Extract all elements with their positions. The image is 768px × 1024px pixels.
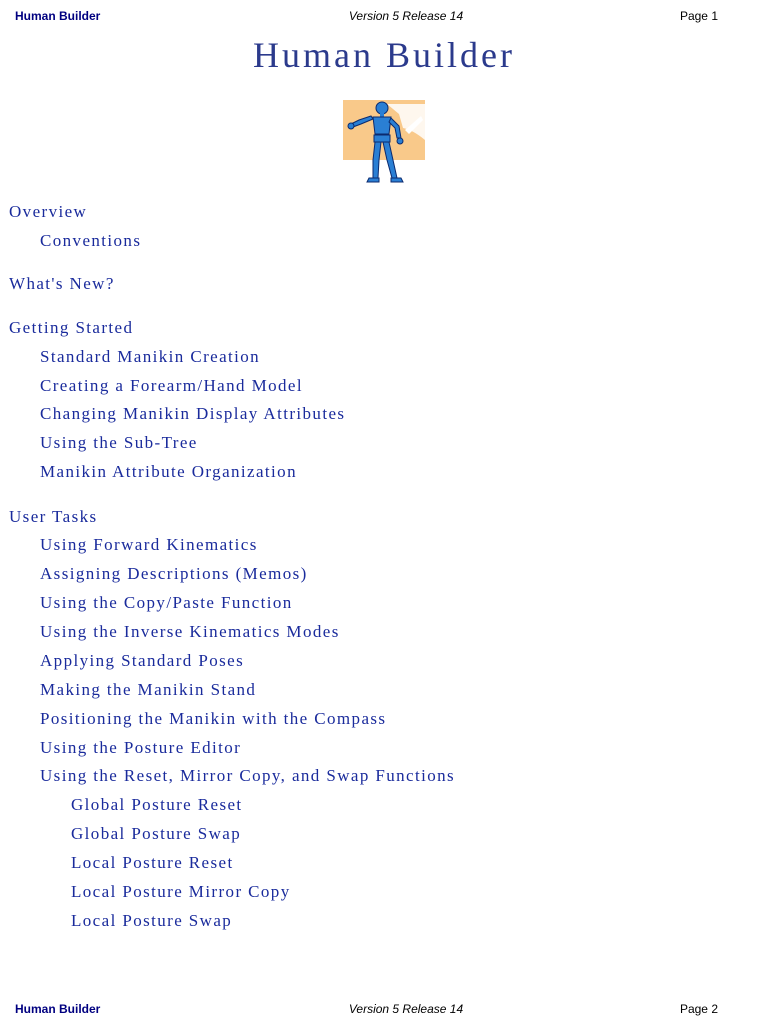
toc-posture-editor[interactable]: Using the Posture Editor <box>40 738 242 757</box>
toc-inverse-kinematics[interactable]: Using the Inverse Kinematics Modes <box>40 622 340 641</box>
toc-local-posture-reset[interactable]: Local Posture Reset <box>71 853 234 872</box>
header-page-number: Page 1 <box>679 9 718 23</box>
toc-using-sub-tree[interactable]: Using the Sub-Tree <box>40 433 198 452</box>
footer-version: Version 5 Release 14 <box>348 1002 464 1016</box>
header-product: Human Builder <box>15 9 101 23</box>
toc-reset-mirror-swap[interactable]: Using the Reset, Mirror Copy, and Swap Functions <box>40 766 456 785</box>
toc-global-posture-swap[interactable]: Global Posture Swap <box>71 824 242 843</box>
footer-page-number: Page 2 <box>679 1002 718 1016</box>
toc-creating-forearm-hand-model[interactable]: Creating a Forearm/Hand Model <box>40 376 303 395</box>
toc-attribute-organization[interactable]: Manikin Attribute Organization <box>40 462 297 481</box>
toc-local-posture-mirror-copy[interactable]: Local Posture Mirror Copy <box>71 882 291 901</box>
toc-getting-started[interactable]: Getting Started <box>9 318 134 337</box>
toc-local-posture-swap[interactable]: Local Posture Swap <box>71 911 233 930</box>
footer-product: Human Builder <box>15 1002 101 1016</box>
document-title: Human Builder <box>253 35 515 75</box>
toc-whats-new[interactable]: What's New? <box>9 274 115 293</box>
toc-standard-manikin-creation[interactable]: Standard Manikin Creation <box>40 347 261 366</box>
toc-manikin-stand[interactable]: Making the Manikin Stand <box>40 680 257 699</box>
toc-compass[interactable]: Positioning the Manikin with the Compass <box>40 709 387 728</box>
page-footer <box>0 1002 768 1022</box>
toc-copy-paste[interactable]: Using the Copy/Paste Function <box>40 593 293 612</box>
toc-changing-display-attributes[interactable]: Changing Manikin Display Attributes <box>40 404 346 423</box>
toc-assigning-descriptions[interactable]: Assigning Descriptions (Memos) <box>40 564 308 583</box>
header-version: Version 5 Release 14 <box>348 9 464 23</box>
toc-overview[interactable]: Overview <box>9 202 88 221</box>
toc-global-posture-reset[interactable]: Global Posture Reset <box>71 795 243 814</box>
toc-conventions[interactable]: Conventions <box>40 231 142 250</box>
toc-standard-poses[interactable]: Applying Standard Poses <box>40 651 245 670</box>
toc-user-tasks[interactable]: User Tasks <box>9 507 98 526</box>
toc-forward-kinematics[interactable]: Using Forward Kinematics <box>40 535 258 554</box>
